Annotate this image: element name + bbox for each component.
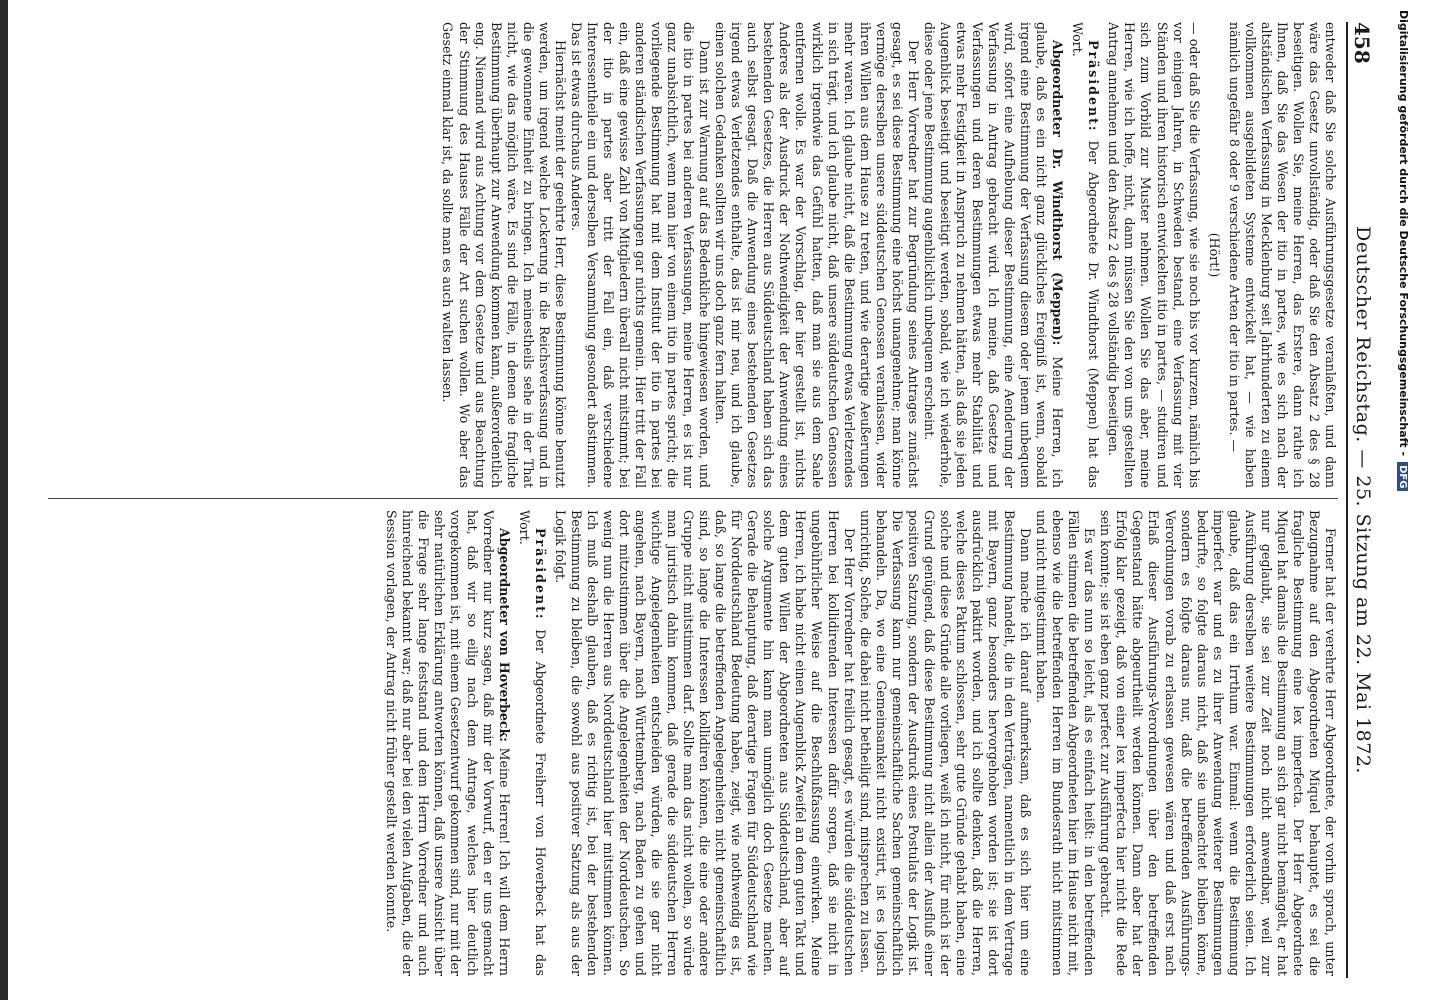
column-divider xyxy=(48,498,1338,499)
page-number: 458 xyxy=(1350,22,1374,64)
speaker-label: Präsident: xyxy=(1086,40,1102,133)
paragraph: Dann ist zur Warnung auf das Bedenkliche hingewiesen worden, und die itio in partes bei anderen Verfassungen, meine Herren, es ist nur ganz unabsichtlich, wenn man hier von einem itio in partes spricht; die vorliegende Bestimmung hat mit dem Institut der itio in partes bei anderen ständischen Verfassungen gar nichts gemein. Hier tritt der Fall ein, daß eine gewisse Zahl von Mitgliedern überall nicht mitstimmt; bei der itio in partes aber tritt der Fall ein, daß verschiedene Interessentheile ein und derselben Versammlung gesondert abstimmen. Das ist etwas durchaus Anderes. xyxy=(568,22,713,488)
dfg-logo: DFG xyxy=(1397,462,1408,491)
speaker-paragraph xyxy=(1069,22,1101,488)
speaker-paragraph xyxy=(383,510,511,976)
speaker-paragraph xyxy=(921,22,1065,488)
paragraph: Der Herr Vorredner hat freilich gesagt, es würden die süddeutschen Herren bei kollidirenden Interessen dafür sorgen, daß sie nicht in ungebührlicher Weise auf die Beschlußfassung einwirken. Meine Herren, ich habe nicht einen Augenblick Zweifel an dem guten Takt und dem guten Willen der Abgeordneten aus Süddeutschland, aber auf solche Argumente hin kann man unmöglich doch Gesetze machen. Gerade die Behauptung, daß derartige Fragen für Süddeutschland wie für Norddeutschland Bedeutung haben, zeigt, wie nothwendig es ist, daß, so lange die betreffenden Angelegenheiten nicht gemeinschaftlich sind, so lange die Interessen kollidiren können, die eine oder andere Gruppe nicht mitstimmen darf. Sollte man das nicht wollen, so würde man juristisch dahin kommen, daß gerade die süddeutschen Herren wichtige Angelegenheiten entscheiden würden, die sie gar nicht angehen, nach Bayern, nach Württemberg, nach Baden zu gehen und dort mitzustimmen über die Angelegenheiten der Norddeutschen. So wenig nun die Herren aus Norddeutschland hier mitstimmen können. Ich muß deshalb glauben, daß es richtig ist, bei der bestehenden Bestimmung zu bleiben, die sowohl aus positiver Satzung als aus der Logik folgt. xyxy=(552,510,857,976)
paragraph-text: Meine Herren, ich glaube, daß es ein nicht ganz glückliches Ereigniß ist, wenn, sobald irgend eine Bestimmung der Verfassung diesem oder jenem unbequem wird, sofort eine Aufhebung dieser Bestimmung, eine Aenderung der Verfassung in Antrag gebracht wird. Ich meine, daß Gesetze und Verfassungen und deren Bestimmungen etwas mehr Stabilität und etwas mehr Festigkeit in Anspruch zu nehmen hätten, als daß sie jeden Augenblick beseitigt und beseitigt werden, sobald, wie ich wiederhole, diese oder jene Bestimmung augenblicklich unbequem erscheint. xyxy=(921,22,1066,488)
credit-text: Digitalisierung gefördert durch die Deutsche Forschungsgemeinschaft - xyxy=(1397,10,1410,457)
interjection: (Hört!) xyxy=(1206,232,1222,278)
left-column xyxy=(38,22,1338,488)
paragraph: — oder daß Sie die Verfassung, wie sie noch bis vor kurzem, nämlich bis vor einigen Jahren, in Schweden bestand, eine Verfassung mit vier Ständen und ihren historisch entwickelten itio in partes, — studiren und sich zum Vorbild zur Muster nehmen. Wollen Sie das aber, meine Herren, wie ich hoffe, nicht, dann müssen Sie den von uns gestellten Antrag annehmen und den Absatz 2 des § 28 vollständig beseitigen. xyxy=(1106,22,1202,488)
paragraph-text: Der Abgeordnete Dr. Windthorst (Meppen) hat das Wort. xyxy=(1070,22,1102,488)
paragraph: Hiernächst meint der geehrte Herr, diese Bestimmung könne benutzt werden, um irgend welche Lockerung in die Reichsverfassung und in die gewonnene Einheit zu bringen. Ich meinestheils sehe in der That nicht, wie das möglich wäre. Es sind die Fälle, in denen die fragliche Bestimmung überhaupt zur Anwendung kommen kann, außerordentlich eng. Niemand wird aus Achtung vor dem Gesetze und aus Beachtung der Stimmung des Hauses Fälle der Art suchen wollen. Wo aber das Gesetz einmal klar ist, da sollte man es auch walten lassen. xyxy=(440,22,568,488)
digitization-credit xyxy=(1392,10,1410,990)
page-header xyxy=(1346,22,1378,978)
paragraph: Der Herr Vorredner hat zur Begründung seines Antrages zunächst gesagt, es sei diese Bestimmung eine höchst unangenehme; man könne vermöge derselben unsere süddeutschen Genossen veranlassen, wider ihren Willen aus dem Hause zu treten, und wie derartige Aeußerungen mehr waren. Ich glaube nicht, daß die Bestimmung etwas Verletzendes in sich trägt, und ich glaube nicht, daß unsere süddeutschen Genossen wirklich irgendwie das Gefühl hatten, daß man sie aus dem Saale entfernen wolle. Es war der Vorschlag, der hier gestellt ist, nichts Anderes als der Ausdruck der Nothwendigkeit der Anwendung eines bestehenden Gesetzes, die Herren aus Süddeutschland haben sich das auch selbst gesagt. Daß die Anwendung eines bestehenden Gesetzes irgend etwas Verletzendes enthalte, das ist mir neu, und ich glaube, einen solchen Gedanken sollten wir uns doch ganz fern halten. xyxy=(713,22,921,488)
paragraph: Dann mache ich darauf aufmerksam, daß es sich hier um eine Bestimmung handelt, die in den Verträgen, namentlich in dem Vertrage mit Bayern, ganz besonders hervorgehoben worden ist; sie ist dort ausdrücklich paktirt worden, und ich sollte denken, daß die Herren, welche dieses Paktum schlossen, sehr gute Gründe gehabt haben, eine solche und diese Gründe alle vorliegen, weiß ich nicht, für mich ist der Grund genügend, daß diese Bestimmung nicht allein der Ausfluß einer positiven Satzung, sondern der Ausdruck eines Postulats der Logik ist. Die Verfassung kann nur gemeinschaftliche Sachen gemeinschaftlich behandeln. Da, wo eine Gemeinsamkeit nicht existirt, ist es logisch unrichtig, Solche, die dabei nicht betheiligt sind, mitsprechen zu lassen. xyxy=(857,510,1034,976)
paragraph: Ferner hat der verehrte Herr Abgeordnete, der vorhin sprach, unter Bezugnahme auf den Abgeordneten Miquel behauptet, es sei die fragliche Bestimmung eine lex imperfecta. Der Herr Abgeordnete Miquel hat damals die Bestimmung an sich gar nicht bemängelt, er hat nur geglaubt, sie sei zur Zeit noch nicht anwendbar, weil zur Ausführung derselben weitere Bestimmungen erforderlich seien. Ich glaube, daß das ein Irrthum war. Einmal: wenn die Bestimmung imperfect war und es zu ihrer Anwendung weiterer Bestimmungen bedurfte, so folgte daraus nicht, daß sie unbeachtet bleiben könne, sondern es folgte daraus nur, daß die betreffenden Ausführungs-Verordnungen vorab zu erlassen gewesen wären und daß erst nach Erlaß dieser Ausführungs-Verordnungen über den betreffenden Gegenstand hätte abgeurtheilt werden können. Dann aber hat der Erfolg klar gezeigt, daß von einer lex imperfecta hier nicht die Rede sein konnte; sie ist eben ganz perfect zur Ausführung gebracht. xyxy=(1098,510,1338,976)
paragraph-text: Der Abgeordnete Freiherr von Hoverbeck hat das Wort. xyxy=(516,510,548,976)
publication-title: Deutscher Reichstag. — 25. Sitzung am 22. Mai 1872. xyxy=(1352,226,1374,774)
speaker-label: Abgeordneter von Hoverbeck: xyxy=(496,528,512,742)
paragraph-text: Meine Herren! Ich will dem Herrn Vorredner nur kurz sagen, daß mir der Vorwurf, den er uns gemacht hat, daß wir so eilig nach dem Antrage, welches hier deutlich vorgekommen ist, mit einem Gesetzentwurf gekommen sind, nur mit der sehr natürlichen Erklärung antworten können, daß unsere Ansicht über die Frage sehr lange feststand und dem Herrn Vorredner und auch hinreichend bekannt war; daß nur aber bei den vielen Aufgaben, die der Session vorlagen, der Antrag nicht früher gestellt werden konnte. xyxy=(384,510,512,976)
document-page xyxy=(20,0,1390,1000)
speaker-label: Abgeordneter Dr. Windthorst (Meppen): xyxy=(1050,40,1066,346)
right-column xyxy=(38,510,1338,976)
paragraph: Es war das nun so leicht, als es einfach heißt: in den betreffenden Fällen stimmen die betreffenden Abgeordneten hier im Hause nicht mit, ebenso wie die betreffenden Herren im Bundesrath nicht mitstimmen und nicht mitgestimmt haben. xyxy=(1034,510,1098,976)
paragraph: entweder daß Sie solche Ausführungsgesetze veranlaßten, und dann wäre das Gesetz unvollständig, oder daß Sie den Absatz 2 des § 28 beseitigen. Wollen Sie, meine Herren, das Erstere, dann rathe ich Ihnen, daß Sie das Wesen der itio in partes, wie es sich nach der altständischen Verfassung in Mecklenburg seit Jahrhunderten zu einem vollkommen ausgebildeten Systeme entwickelt hat, — wie haben nämlich ungefähr 8 oder 9 verschiedene Arten der itio in partes. — xyxy=(1226,22,1338,488)
speaker-paragraph xyxy=(516,510,548,976)
scan-edge xyxy=(0,0,8,1000)
speaker-label: Präsident: xyxy=(532,528,548,621)
